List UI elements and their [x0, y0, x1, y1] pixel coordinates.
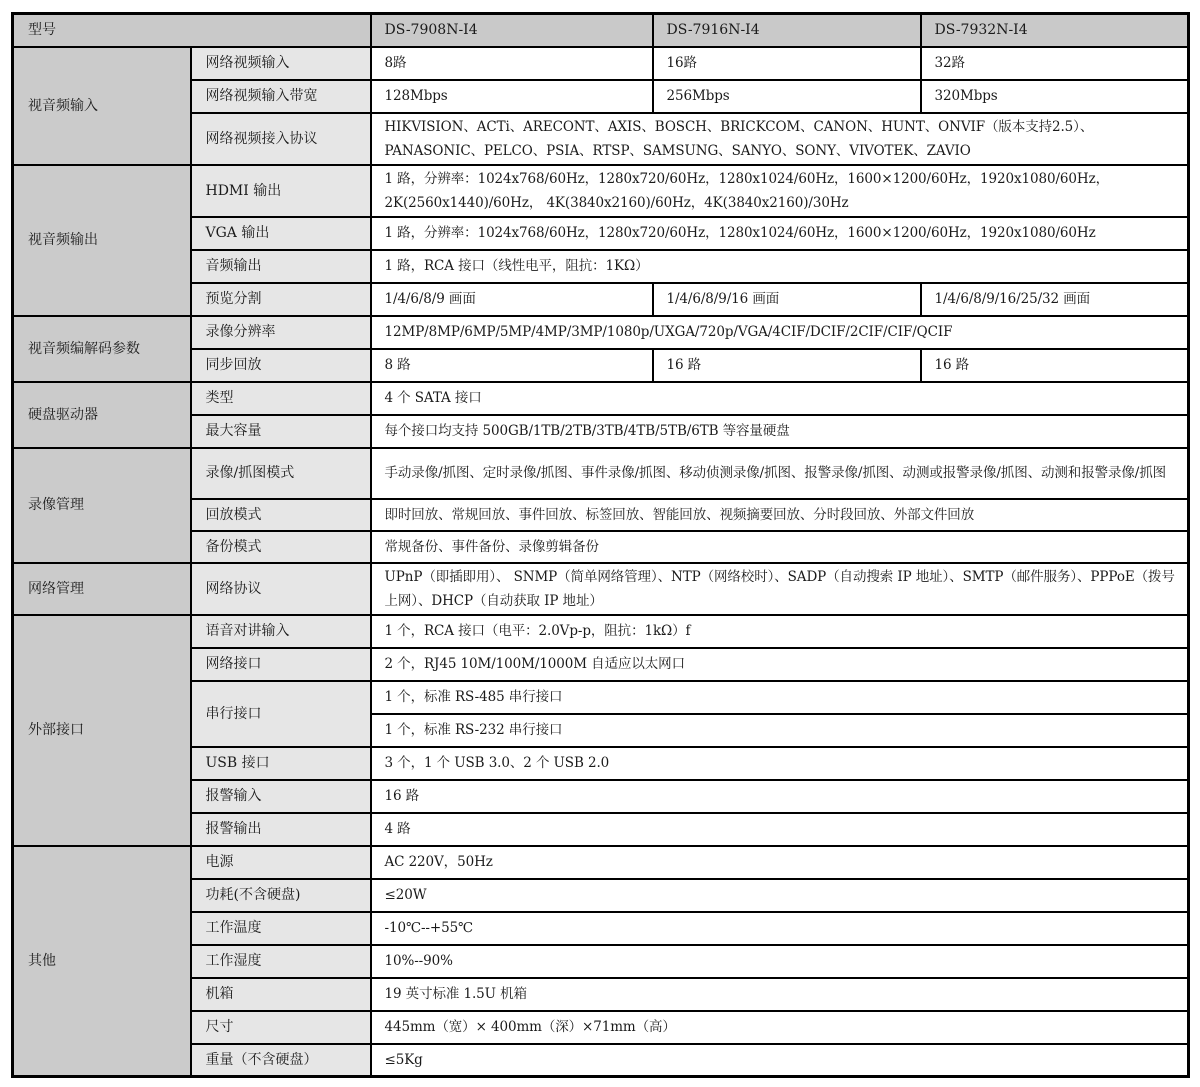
cell-value: 19 英寸标准 1.5U 机箱	[371, 978, 1189, 1011]
category-recording: 录像管理	[13, 448, 191, 563]
row-label: 报警输出	[191, 813, 371, 846]
cell-value: 1 个，RCA 接口（电平：2.0Vp-p，阻抗：1kΩ）f	[371, 615, 1189, 648]
category-external-interfaces: 外部接口	[13, 615, 191, 846]
cell-value: 12MP/8MP/6MP/5MP/4MP/3MP/1080p/UXGA/720p/VGA/4CIF/DCIF/2CIF/CIF/QCIF	[371, 316, 1189, 349]
cell-value: AC 220V，50Hz	[371, 846, 1189, 879]
table-row	[13, 165, 1189, 217]
cell-value: 1 路，分辨率：1024x768/60Hz，1280x720/60Hz，1280x1024/60Hz，1600×1200/60Hz，1920x1080/60Hz，2K(2560x1440)/60Hz， 4K(3840x2160)/60Hz，4K(3840x2160)/30Hz	[371, 165, 1189, 217]
category-other: 其他	[13, 846, 191, 1077]
row-label: USB 接口	[191, 747, 371, 780]
row-label: 回放模式	[191, 499, 371, 531]
row-label: 报警输入	[191, 780, 371, 813]
cell-value: 每个接口均支持 500GB/1TB/2TB/3TB/4TB/5TB/6TB 等容量硬盘	[371, 415, 1189, 448]
header-model-2: DS-7916N-I4	[653, 14, 921, 47]
cell-value: 1/4/6/8/9/16/25/32 画面	[921, 283, 1189, 316]
row-label: 音频输出	[191, 250, 371, 283]
cell-value: 128Mbps	[371, 80, 653, 113]
cell-value: 8路	[371, 47, 653, 80]
cell-value: 1/4/6/8/9 画面	[371, 283, 653, 316]
row-label: 工作湿度	[191, 945, 371, 978]
row-label: 类型	[191, 382, 371, 415]
row-label: 网络接口	[191, 648, 371, 681]
category-av-input: 视音频输入	[13, 47, 191, 165]
row-label: 最大容量	[191, 415, 371, 448]
table-row	[13, 316, 1189, 349]
row-label: 机箱	[191, 978, 371, 1011]
cell-value: 常规备份、事件备份、录像剪辑备份	[371, 531, 1189, 563]
row-label: 电源	[191, 846, 371, 879]
table-row	[13, 448, 1189, 499]
cell-value: 1 路，分辨率：1024x768/60Hz，1280x720/60Hz，1280x1024/60Hz，1600×1200/60Hz，1920x1080/60Hz	[371, 217, 1189, 250]
row-label: 录像分辨率	[191, 316, 371, 349]
row-label: 工作温度	[191, 912, 371, 945]
cell-value: 2 个，RJ45 10M/100M/1000M 自适应以太网口	[371, 648, 1189, 681]
header-model-label: 型号	[13, 14, 371, 47]
row-label: 网络视频接入协议	[191, 113, 371, 165]
row-label: 预览分割	[191, 283, 371, 316]
table-row	[13, 846, 1189, 879]
cell-value: 1 路，RCA 接口（线性电平，阻抗：1KΩ）	[371, 250, 1189, 283]
row-label: HDMI 输出	[191, 165, 371, 217]
row-label: VGA 输出	[191, 217, 371, 250]
cell-value: 4 路	[371, 813, 1189, 846]
cell-value: 16路	[653, 47, 921, 80]
row-label: 备份模式	[191, 531, 371, 563]
row-label: 语音对讲输入	[191, 615, 371, 648]
cell-value: 10%--90%	[371, 945, 1189, 978]
cell-value: 8 路	[371, 349, 653, 382]
row-label: 串行接口	[191, 681, 371, 747]
table-row	[13, 47, 1189, 80]
table-row	[13, 563, 1189, 615]
cell-value: HIKVISION、ACTi、ARECONT、AXIS、BOSCH、BRICKCOM、CANON、HUNT、ONVIF（版本支持2.5）、PANASONIC、PELCO、PSIA、RTSP、SAMSUNG、SANYO、SONY、VIVOTEK、ZAVIO	[371, 113, 1189, 165]
category-codec: 视音频编解码参数	[13, 316, 191, 382]
category-network: 网络管理	[13, 563, 191, 615]
cell-value: ≤5Kg	[371, 1044, 1189, 1077]
row-label: 同步回放	[191, 349, 371, 382]
cell-value: 445mm（宽）× 400mm（深）×71mm（高）	[371, 1011, 1189, 1044]
row-label: 尺寸	[191, 1011, 371, 1044]
header-model-3: DS-7932N-I4	[921, 14, 1189, 47]
category-hdd: 硬盘驱动器	[13, 382, 191, 448]
row-label: 网络协议	[191, 563, 371, 615]
row-label: 网络视频输入	[191, 47, 371, 80]
cell-value: 1 个，标准 RS-232 串行接口	[371, 714, 1189, 747]
cell-value: 1/4/6/8/9/16 画面	[653, 283, 921, 316]
cell-value: 手动录像/抓图、定时录像/抓图、事件录像/抓图、移动侦测录像/抓图、报警录像/抓图、动测或报警录像/抓图、动测和报警录像/抓图	[371, 448, 1189, 499]
cell-value: 4 个 SATA 接口	[371, 382, 1189, 415]
cell-value: 320Mbps	[921, 80, 1189, 113]
row-label: 功耗(不含硬盘)	[191, 879, 371, 912]
cell-value: 16 路	[371, 780, 1189, 813]
spec-table	[11, 12, 1190, 1078]
row-label: 重量（不含硬盘）	[191, 1044, 371, 1077]
cell-value: -10℃--+55℃	[371, 912, 1189, 945]
header-row	[13, 14, 1189, 47]
cell-value: 256Mbps	[653, 80, 921, 113]
row-label: 录像/抓图模式	[191, 448, 371, 499]
cell-value: ≤20W	[371, 879, 1189, 912]
cell-value: 3 个，1 个 USB 3.0、2 个 USB 2.0	[371, 747, 1189, 780]
row-label: 网络视频输入带宽	[191, 80, 371, 113]
cell-value: 16 路	[921, 349, 1189, 382]
table-row	[13, 615, 1189, 648]
header-model-1: DS-7908N-I4	[371, 14, 653, 47]
category-av-output: 视音频输出	[13, 165, 191, 316]
cell-value: 1 个，标准 RS-485 串行接口	[371, 681, 1189, 714]
cell-value: 32路	[921, 47, 1189, 80]
table-row	[13, 382, 1189, 415]
cell-value: UPnP（即插即用）、 SNMP（简单网络管理）、NTP（网络校时）、SADP（自动搜索 IP 地址）、SMTP（邮件服务）、PPPoE（拨号上网）、DHCP（自动获取 IP 地址）	[371, 563, 1189, 615]
cell-value: 16 路	[653, 349, 921, 382]
cell-value: 即时回放、常规回放、事件回放、标签回放、智能回放、视频摘要回放、分时段回放、外部文件回放	[371, 499, 1189, 531]
